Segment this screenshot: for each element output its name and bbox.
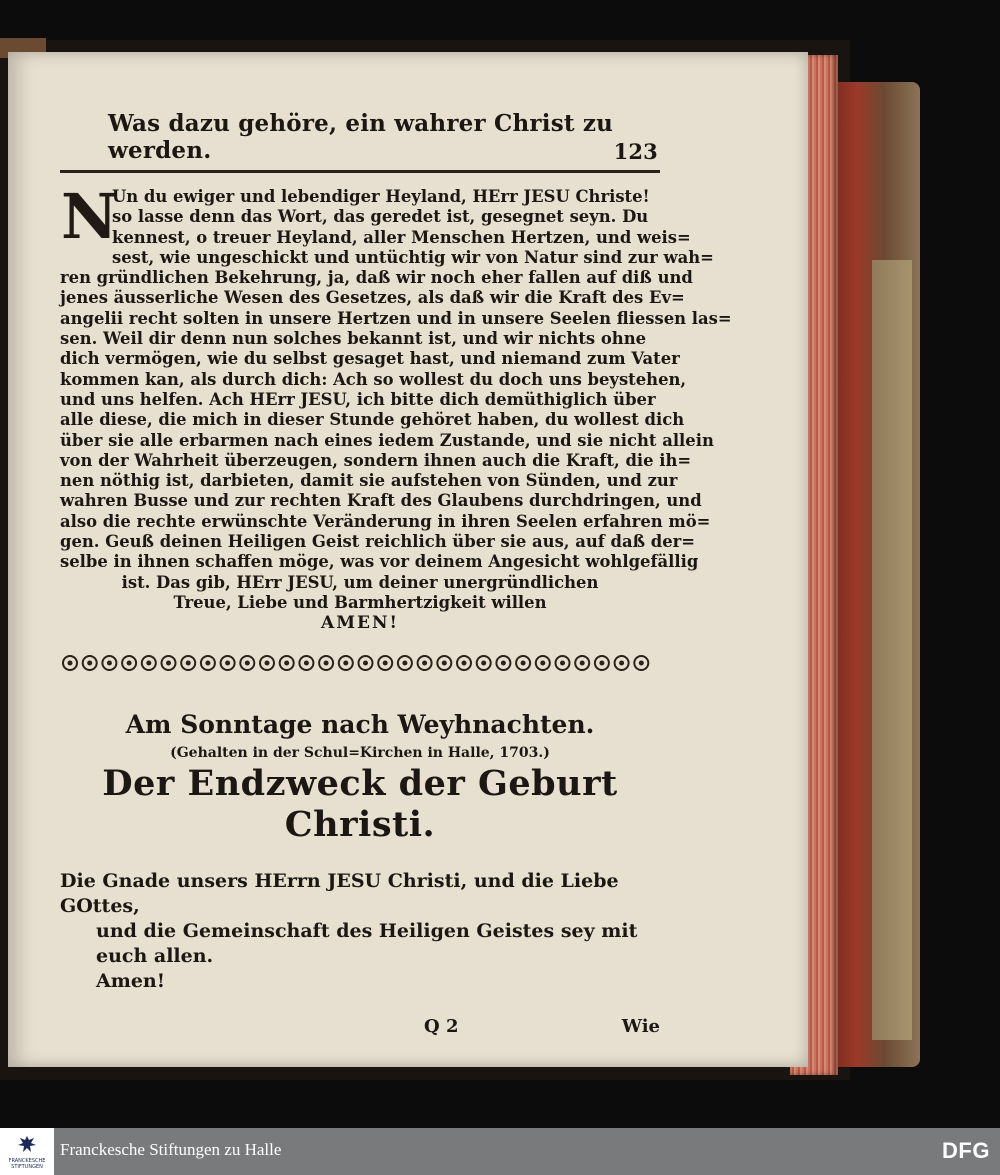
eagle-icon xyxy=(16,1134,38,1154)
ornament-flower xyxy=(437,656,451,670)
ornament-row xyxy=(60,652,660,674)
prayer-line: nen nöthig ist, darbieten, damit sie aufstehen von Sünden, und zur xyxy=(60,471,678,491)
page-content xyxy=(60,110,732,1037)
book-cover-edge xyxy=(872,260,912,1040)
ornament-flower xyxy=(240,656,254,670)
prayer-line: wahren Busse und zur rechten Kraft des Glaubens durchdringen, und xyxy=(60,491,702,511)
greeting-line: Die Gnade unsers HErrn JESU Christi, und die Liebe GOttes, xyxy=(60,869,619,917)
drop-capital: N xyxy=(61,180,118,253)
ornament-flower xyxy=(418,656,432,670)
logo-caption: FRANCKESCHE STIFTUNGEN xyxy=(8,1158,46,1170)
prayer-line: so lasse denn das Wort, das geredet ist, gesegnet seyn. Du xyxy=(112,207,649,227)
ornament-flower xyxy=(201,656,215,670)
prayer-line: über sie alle erbarmen nach eines iedem Zustande, und sie nicht allein xyxy=(60,430,714,450)
ornament-flower xyxy=(63,656,77,670)
ornament-flower xyxy=(299,656,313,670)
page-footer xyxy=(60,1016,660,1037)
ornament-flower xyxy=(457,656,471,670)
prayer-line: ren gründlichen Bekehrung, ja, daß wir noch eher fallen auf diß und xyxy=(60,268,693,288)
greeting xyxy=(60,869,660,994)
sermon-place: (Gehalten in der Schul=Kirchen in Halle, 1703.) xyxy=(170,744,550,761)
ornament-flower xyxy=(556,656,570,670)
ornament-flower xyxy=(102,656,116,670)
ornament-flower xyxy=(359,656,373,670)
ornament-flower xyxy=(378,656,392,670)
header-rule xyxy=(60,170,660,173)
ornament-flower xyxy=(319,656,333,670)
ornament-flower xyxy=(575,656,589,670)
book-page xyxy=(8,52,808,1067)
ornament-flower xyxy=(595,656,609,670)
closing-prayer xyxy=(60,180,732,634)
prayer-line: selbe in ihnen schaffen möge, was vor deinem Angesicht wohlgefällig xyxy=(60,552,699,572)
ornament-flower xyxy=(339,656,353,670)
prayer-line: Treue, Liebe und Barmhertzigkeit willen xyxy=(173,592,547,612)
institution-link[interactable]: Franckesche Stiftungen zu Halle xyxy=(60,1140,282,1159)
page-number: 123 xyxy=(613,139,658,164)
prayer-line: gen. Geuß deinen Heiligen Geist reichlich über sie aus, auf daß der= xyxy=(60,532,696,552)
running-header xyxy=(60,110,660,168)
institution-logo[interactable] xyxy=(0,1128,54,1175)
ornament-flower xyxy=(83,656,97,670)
ornament-flower xyxy=(477,656,491,670)
ornament-flower xyxy=(516,656,530,670)
prayer-line: kennest, o treuer Heyland, aller Menschen Hertzen, und weis= xyxy=(112,227,691,247)
ornament-border xyxy=(60,652,660,674)
ornament-flower xyxy=(634,656,648,670)
prayer-line: Un du ewiger und lebendiger Heyland, HErr JESU Christe! xyxy=(112,187,650,206)
ornament-flower xyxy=(122,656,136,670)
prayer-line: dich vermögen, wie du selbst gesaget hast, und niemand zum Vater xyxy=(60,349,680,369)
signature-mark: Q 2 xyxy=(424,1015,459,1037)
ornament-flower xyxy=(496,656,510,670)
dfg-logo[interactable]: DFG xyxy=(942,1138,990,1163)
greeting-line: Amen! xyxy=(96,969,166,992)
greeting-line: und die Gemeinschaft des Heiligen Geistes sey mit euch allen. xyxy=(96,919,638,967)
ornament-flower xyxy=(615,656,629,670)
prayer-line: alle diese, die mich in dieser Stunde gehöret haben, du wollest dich xyxy=(60,410,685,430)
prayer-line: kommen kan, als durch dich: Ach so wollest du doch uns beystehen, xyxy=(60,369,687,389)
ornament-flower xyxy=(398,656,412,670)
ornament-flower xyxy=(260,656,274,670)
ornament-flower xyxy=(162,656,176,670)
prayer-line: von der Wahrheit überzeugen, sondern ihnen auch die Kraft, die ih= xyxy=(60,450,692,470)
viewer-footer-bar xyxy=(0,1128,1000,1175)
header-title: Was dazu gehöre, ein wahrer Christ zu werden. xyxy=(108,110,614,164)
amen: AMEN! xyxy=(321,613,399,634)
ornament-flower xyxy=(280,656,294,670)
sermon-occasion: Am Sonntage nach Weyhnachten. xyxy=(125,709,595,739)
prayer-line: sen. Weil dir denn nun solches bekannt ist, und wir nichts ohne xyxy=(60,329,647,349)
ornament-flower xyxy=(181,656,195,670)
prayer-line: sest, wie ungeschickt und untüchtig wir von Natur sind zur wah= xyxy=(112,247,714,267)
ornament-flower xyxy=(536,656,550,670)
ornament-flower xyxy=(221,656,235,670)
catchword: Wie xyxy=(621,1015,660,1037)
ornament-flower xyxy=(142,656,156,670)
prayer-line: angelii recht solten in unsere Hertzen und in unsere Seelen fliessen las= xyxy=(60,308,732,328)
prayer-line: ist. Das gib, HErr JESU, um deiner unergründlichen xyxy=(121,572,599,592)
sermon-title: Der Endzweck der Geburt Christi. xyxy=(102,762,618,845)
prayer-line: also die rechte erwünschte Veränderung in ihren Seelen erfahren mö= xyxy=(60,511,711,531)
prayer-line: und uns helfen. Ach HErr JESU, ich bitte dich demüthiglich über xyxy=(60,389,656,409)
prayer-line: jenes äusserliche Wesen des Gesetzes, als daß wir die Kraft des Ev= xyxy=(60,288,685,308)
